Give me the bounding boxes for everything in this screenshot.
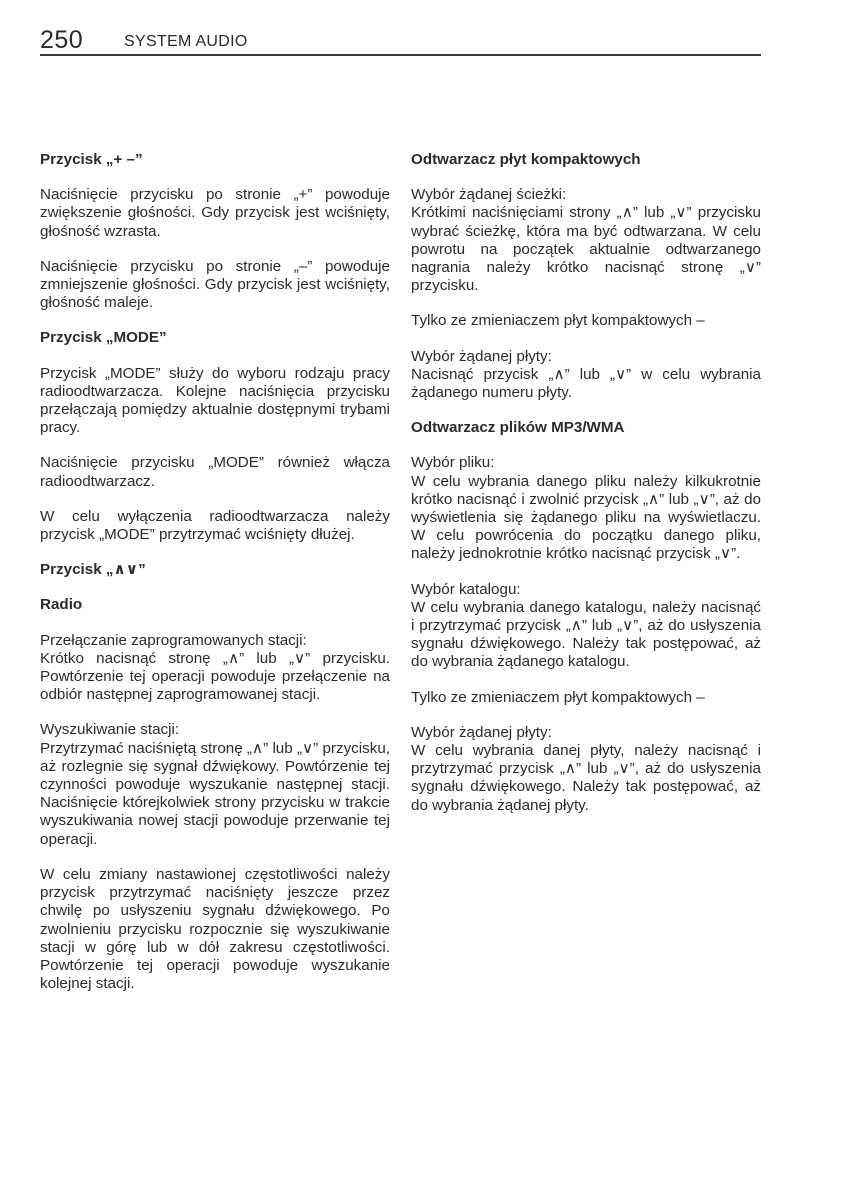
paragraph: Wybór żądanej ścieżki: Krótkimi naciśnięciami strony „∧” lub „∨” przycisku wybrać ścieżkę, która ma być odtwarzana. W celu powrotu na początek aktualnie odtwarzanego nagrania należy krótko nacisnąć stronę „∨” przycisku. [411, 186, 761, 295]
page-header [40, 26, 761, 56]
heading-mp3-wma-player: Odtwarzacz plików MP3/WMA [411, 419, 625, 437]
heading-up-down-button: Przycisk „∧∨” [40, 561, 146, 579]
heading-mode-button: Przycisk „MODE” [40, 329, 167, 347]
paragraph: Wybór żądanej płyty: W celu wybrania danej płyty, należy nacisnąć i przytrzymać przycisk „∧” lub „∨”, aż do usłyszenia sygnału dźwiękowego. Należy tak postępować, aż do wybrania żądanej płyty. [411, 723, 761, 814]
left-column [40, 151, 390, 993]
paragraph: W celu wyłączenia radioodtwarzacza należy przycisk „MODE” przytrzymać wciśnięty dłużej. [40, 507, 390, 544]
section-title: SYSTEM AUDIO [124, 33, 248, 50]
paragraph: Wybór katalogu: W celu wybrania danego katalogu, należy nacisnąć i przytrzymać przycisk „∧” lub „∨”, aż do usłyszenia sygnału dźwiękowego. Należy tak postępować, aż do wybrania żądanego katalogu. [411, 580, 761, 671]
paragraph: Naciśnięcie przycisku „MODE” również włącza radioodtwarzacz. [40, 454, 390, 490]
heading-plus-minus-button: Przycisk „+ –” [40, 151, 143, 168]
paragraph: Przełączanie zaprogramowanych stacji: Krótko nacisnąć stronę „∧” lub „∨” przycisku. Powtórzenie tej operacji powoduje przełączenie na odbiór następnej zaprogramowanej stacji. [40, 631, 390, 704]
paragraph: Tylko ze zmieniaczem płyt kompaktowych – [411, 688, 705, 706]
paragraph: Naciśnięcie przycisku po stronie „–” powoduje zmniejszenie głośności. Gdy przycisk jest wciśnięty, głośność maleje. [40, 257, 390, 312]
page-number: 250 [40, 26, 84, 54]
paragraph: Przycisk „MODE” służy do wyboru rodzaju pracy radioodtwarzacza. Kolejne naciśnięcia przycisku przełączają pomiędzy aktualnie dostępnymi trybami pracy. [40, 364, 390, 437]
paragraph: Naciśnięcie przycisku po stronie „+” powoduje zwiększenie głośności. Gdy przycisk jest wciśnięty, głośność wzrasta. [40, 186, 390, 240]
right-column [411, 151, 761, 815]
heading-radio: Radio [40, 596, 83, 614]
paragraph: W celu zmiany nastawionej częstotliwości należy przycisk przytrzymać naciśnięty jeszcze przez chwilę po usłyszeniu sygnału dźwiękowego. Po zwolnieniu przycisku rozpocznie się wyszukiwanie stacji w górę lub w dół zakresu częstotliwości. Powtórzenie tej operacji powoduje wyszukanie kolejnej stacji. [40, 865, 390, 993]
paragraph: Wyszukiwanie stacji: Przytrzymać naciśniętą stronę „∧” lub „∨” przycisku, aż rozlegnie się sygnał dźwiękowy. Powtórzenie tej czynności powoduje wyszukanie następnej stacji. Naciśnięcie którejkolwiek strony przycisku w trakcie wyszukiwania nowej stacji powoduje przerwanie tej operacji. [40, 721, 390, 848]
heading-cd-player: Odtwarzacz płyt kompaktowych [411, 151, 641, 168]
paragraph: Wybór pliku: W celu wybrania danego pliku należy kilkukrotnie krótko nacisnąć i zwolnić przycisk „∧” lub „∨”, aż do wyświetlenia się żądanego pliku na wyświetlaczu. W celu powrócenia do początku danego pliku, należy jednokrotnie krótko nacisnąć przycisk „∨”. [411, 454, 761, 563]
paragraph: Tylko ze zmieniaczem płyt kompaktowych – [411, 312, 705, 330]
paragraph: Wybór żądanej płyty: Nacisnąć przycisk „∧” lub „∨” w celu wybrania żądanego numeru płyty. [411, 347, 761, 402]
